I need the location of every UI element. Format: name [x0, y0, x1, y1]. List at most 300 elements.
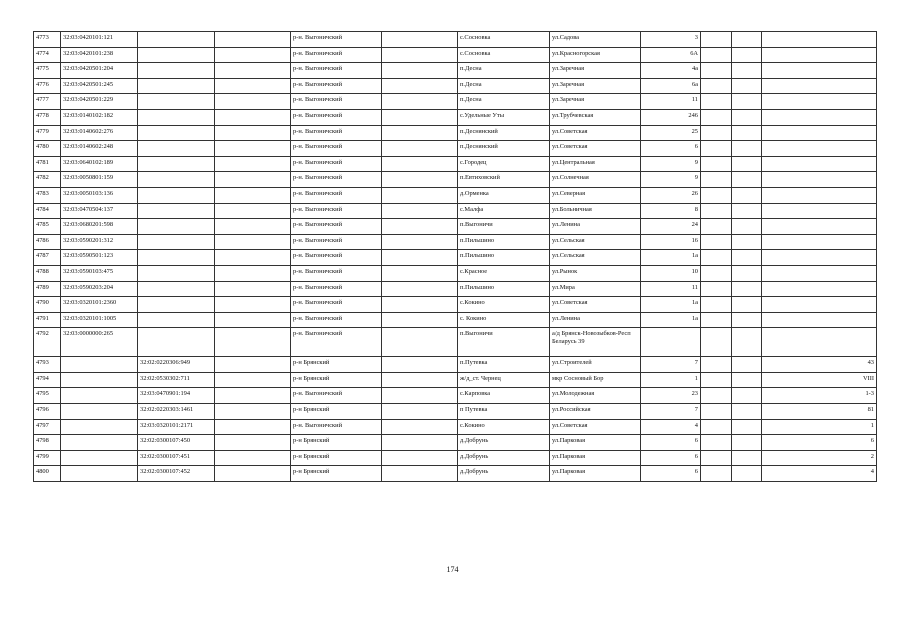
cadastral-number-b-cell	[138, 94, 215, 110]
blank-cell-a	[215, 297, 291, 313]
blank-cell-a	[215, 372, 291, 388]
blank-cell-a	[215, 419, 291, 435]
record-number-cell: 4781	[34, 156, 61, 172]
house-number-cell: 9	[641, 172, 701, 188]
blank-cell-c	[701, 141, 732, 157]
blank-cell-d	[732, 203, 762, 219]
table-row	[34, 172, 877, 188]
house-number-cell: 1	[641, 372, 701, 388]
blank-cell-c	[701, 281, 732, 297]
blank-cell-c	[701, 450, 732, 466]
blank-cell-a	[215, 125, 291, 141]
apartment-cell	[762, 250, 877, 266]
locality-cell: п.Десна	[458, 78, 550, 94]
cadastral-number-a-cell: 32:03:0140602:276	[61, 125, 138, 141]
locality-cell: п.Путевка	[458, 357, 550, 373]
house-number-cell: 6	[641, 141, 701, 157]
district-cell: р-н. Выгоничский	[291, 32, 382, 48]
apartment-cell	[762, 234, 877, 250]
record-number-cell: 4785	[34, 219, 61, 235]
cadastral-number-b-cell: 32:02:0220306:949	[138, 357, 215, 373]
table-row	[34, 388, 877, 404]
cadastral-number-b-cell	[138, 328, 215, 357]
cadastral-number-a-cell: 32:03:0590201:312	[61, 234, 138, 250]
table-row	[34, 404, 877, 420]
table-row	[34, 265, 877, 281]
house-number-cell: 4	[641, 419, 701, 435]
cadastral-number-a-cell: 32:03:0320101:2360	[61, 297, 138, 313]
record-number-cell: 4797	[34, 419, 61, 435]
blank-cell-d	[732, 450, 762, 466]
blank-cell-c	[701, 219, 732, 235]
district-cell: р-н. Выгоничский	[291, 172, 382, 188]
blank-cell-d	[732, 265, 762, 281]
record-number-cell: 4778	[34, 109, 61, 125]
cadastral-number-b-cell	[138, 78, 215, 94]
cadastral-number-b-cell	[138, 63, 215, 79]
district-cell: р-н. Выгоничский	[291, 250, 382, 266]
blank-cell-c	[701, 357, 732, 373]
table-row	[34, 47, 877, 63]
district-cell: р-н. Выгоничский	[291, 109, 382, 125]
cadastral-number-a-cell: 32:03:0590103:475	[61, 265, 138, 281]
blank-cell-c	[701, 328, 732, 357]
district-cell: р-н. Выгоничский	[291, 156, 382, 172]
blank-cell-b	[382, 219, 458, 235]
cadastral-number-a-cell	[61, 466, 138, 482]
cadastral-number-a-cell: 32:03:0000000:265	[61, 328, 138, 357]
blank-cell-b	[382, 187, 458, 203]
district-cell: р-н. Выгоничский	[291, 219, 382, 235]
blank-cell-a	[215, 388, 291, 404]
locality-cell: с.Кокино	[458, 419, 550, 435]
district-cell: р-н. Выгоничский	[291, 125, 382, 141]
street-cell: ул.Заречная	[550, 63, 641, 79]
blank-cell-c	[701, 404, 732, 420]
blank-cell-d	[732, 125, 762, 141]
blank-cell-b	[382, 63, 458, 79]
record-number-cell: 4786	[34, 234, 61, 250]
locality-cell: ж/д_ст. Чернец	[458, 372, 550, 388]
district-cell: р-н Брянский	[291, 435, 382, 451]
record-number-cell: 4787	[34, 250, 61, 266]
table-row	[34, 372, 877, 388]
house-number-cell: 10	[641, 265, 701, 281]
blank-cell-d	[732, 219, 762, 235]
district-cell: р-н. Выгоничский	[291, 63, 382, 79]
locality-cell: д.Орменка	[458, 187, 550, 203]
house-number-cell: 7	[641, 357, 701, 373]
table-row	[34, 219, 877, 235]
table-row	[34, 234, 877, 250]
blank-cell-c	[701, 419, 732, 435]
blank-cell-c	[701, 109, 732, 125]
cadastral-number-a-cell	[61, 435, 138, 451]
record-number-cell: 4798	[34, 435, 61, 451]
district-cell: р-н. Выгоничский	[291, 419, 382, 435]
blank-cell-a	[215, 466, 291, 482]
apartment-cell	[762, 312, 877, 328]
district-cell: р-н Брянский	[291, 466, 382, 482]
cadastral-number-a-cell	[61, 404, 138, 420]
house-number-cell: 4а	[641, 63, 701, 79]
apartment-cell: VIII	[762, 372, 877, 388]
blank-cell-a	[215, 234, 291, 250]
blank-cell-b	[382, 109, 458, 125]
blank-cell-c	[701, 78, 732, 94]
blank-cell-c	[701, 250, 732, 266]
record-number-cell: 4795	[34, 388, 61, 404]
house-number-cell: 9	[641, 156, 701, 172]
cadastral-number-a-cell: 32:03:0320101:1005	[61, 312, 138, 328]
blank-cell-b	[382, 312, 458, 328]
blank-cell-a	[215, 78, 291, 94]
apartment-cell	[762, 63, 877, 79]
blank-cell-c	[701, 466, 732, 482]
locality-cell: с.Кокино	[458, 297, 550, 313]
locality-cell: п.Пильшино	[458, 234, 550, 250]
record-number-cell: 4799	[34, 450, 61, 466]
table-row	[34, 109, 877, 125]
cadastral-number-a-cell: 32:03:0640102:189	[61, 156, 138, 172]
blank-cell-d	[732, 172, 762, 188]
blank-cell-d	[732, 312, 762, 328]
locality-cell: с.Удельные Уты	[458, 109, 550, 125]
house-number-cell: 246	[641, 109, 701, 125]
cadastral-number-a-cell: 32:03:0420501:229	[61, 94, 138, 110]
table-row	[34, 281, 877, 297]
locality-cell: п.Выгоничи	[458, 328, 550, 357]
blank-cell-d	[732, 47, 762, 63]
registry-sheet	[33, 31, 876, 482]
apartment-cell	[762, 141, 877, 157]
blank-cell-d	[732, 297, 762, 313]
house-number-cell: 16	[641, 234, 701, 250]
apartment-cell	[762, 219, 877, 235]
record-number-cell: 4773	[34, 32, 61, 48]
blank-cell-a	[215, 219, 291, 235]
cadastral-number-b-cell	[138, 265, 215, 281]
cadastral-number-a-cell	[61, 419, 138, 435]
locality-cell: п.Деснянский	[458, 125, 550, 141]
table-row	[34, 94, 877, 110]
cadastral-number-a-cell: 32:03:0420101:121	[61, 32, 138, 48]
table-body	[34, 32, 877, 482]
property-registry-table	[33, 31, 877, 482]
street-cell: ул.Мира	[550, 281, 641, 297]
street-cell: ул.Сельская	[550, 234, 641, 250]
street-cell: ул.Заречная	[550, 94, 641, 110]
locality-cell: с.Карповка	[458, 388, 550, 404]
blank-cell-d	[732, 328, 762, 357]
district-cell: р-н. Выгоничский	[291, 234, 382, 250]
cadastral-number-a-cell: 32:03:0050801:159	[61, 172, 138, 188]
street-cell: ул.Ленина	[550, 219, 641, 235]
blank-cell-c	[701, 265, 732, 281]
table-row	[34, 250, 877, 266]
street-cell: ул.Ленина	[550, 312, 641, 328]
locality-cell: с.Сосновка	[458, 47, 550, 63]
blank-cell-d	[732, 78, 762, 94]
blank-cell-b	[382, 450, 458, 466]
apartment-cell	[762, 265, 877, 281]
cadastral-number-b-cell: 32:02:0220303:1461	[138, 404, 215, 420]
house-number-cell: 3	[641, 32, 701, 48]
record-number-cell: 4782	[34, 172, 61, 188]
apartment-cell	[762, 328, 877, 357]
house-number-cell: 6	[641, 466, 701, 482]
street-cell: ул.Заречная	[550, 78, 641, 94]
blank-cell-d	[732, 281, 762, 297]
blank-cell-c	[701, 388, 732, 404]
record-number-cell: 4790	[34, 297, 61, 313]
apartment-cell: 4	[762, 466, 877, 482]
cadastral-number-b-cell: 32:02:0530302:711	[138, 372, 215, 388]
blank-cell-b	[382, 265, 458, 281]
street-cell: ул.Российская	[550, 404, 641, 420]
blank-cell-a	[215, 250, 291, 266]
blank-cell-a	[215, 63, 291, 79]
house-number-cell: 6а	[641, 78, 701, 94]
record-number-cell: 4777	[34, 94, 61, 110]
blank-cell-a	[215, 203, 291, 219]
blank-cell-d	[732, 63, 762, 79]
district-cell: р-н Брянский	[291, 372, 382, 388]
locality-cell: п.Десна	[458, 94, 550, 110]
house-number-cell: 26	[641, 187, 701, 203]
page-number: 174	[446, 565, 459, 574]
locality-cell: п.Пильшино	[458, 281, 550, 297]
district-cell: р-н Брянский	[291, 450, 382, 466]
apartment-cell	[762, 78, 877, 94]
house-number-cell: 24	[641, 219, 701, 235]
house-number-cell: 6	[641, 450, 701, 466]
table-row	[34, 156, 877, 172]
record-number-cell: 4800	[34, 466, 61, 482]
blank-cell-b	[382, 281, 458, 297]
street-cell: ул.Парковая	[550, 466, 641, 482]
street-cell: ул.Больничная	[550, 203, 641, 219]
blank-cell-a	[215, 312, 291, 328]
record-number-cell: 4791	[34, 312, 61, 328]
cadastral-number-b-cell	[138, 219, 215, 235]
blank-cell-d	[732, 419, 762, 435]
blank-cell-a	[215, 357, 291, 373]
cadastral-number-a-cell: 32:03:0680201:598	[61, 219, 138, 235]
cadastral-number-b-cell	[138, 203, 215, 219]
street-cell: ул.Советская	[550, 419, 641, 435]
blank-cell-c	[701, 372, 732, 388]
cadastral-number-a-cell: 32:03:0420501:204	[61, 63, 138, 79]
record-number-cell: 4794	[34, 372, 61, 388]
street-cell: ул.Трубчевская	[550, 109, 641, 125]
district-cell: р-н. Выгоничский	[291, 78, 382, 94]
cadastral-number-b-cell	[138, 141, 215, 157]
cadastral-number-b-cell	[138, 187, 215, 203]
table-row	[34, 187, 877, 203]
blank-cell-a	[215, 156, 291, 172]
record-number-cell: 4784	[34, 203, 61, 219]
cadastral-number-a-cell: 32:03:0590501:123	[61, 250, 138, 266]
blank-cell-c	[701, 47, 732, 63]
street-cell: а/д Брянск-Новозыбков-Респ Беларусь 39	[550, 328, 641, 357]
street-cell: ул.Рынок	[550, 265, 641, 281]
district-cell: р-н. Выгоничский	[291, 141, 382, 157]
cadastral-number-b-cell: 32:03:0470901:194	[138, 388, 215, 404]
cadastral-number-a-cell: 32:03:0140102:182	[61, 109, 138, 125]
blank-cell-c	[701, 32, 732, 48]
blank-cell-b	[382, 156, 458, 172]
district-cell: р-н. Выгоничский	[291, 328, 382, 357]
blank-cell-c	[701, 156, 732, 172]
blank-cell-d	[732, 141, 762, 157]
cadastral-number-b-cell	[138, 125, 215, 141]
blank-cell-b	[382, 466, 458, 482]
street-cell: ул.Советская	[550, 141, 641, 157]
apartment-cell	[762, 109, 877, 125]
cadastral-number-a-cell: 32:03:0420101:238	[61, 47, 138, 63]
blank-cell-d	[732, 466, 762, 482]
street-cell: ул.Молодежная	[550, 388, 641, 404]
cadastral-number-a-cell	[61, 450, 138, 466]
blank-cell-a	[215, 328, 291, 357]
cadastral-number-b-cell: 32:03:0320101:2171	[138, 419, 215, 435]
table-row	[34, 466, 877, 482]
house-number-cell: 1а	[641, 312, 701, 328]
district-cell: р-н. Выгоничский	[291, 187, 382, 203]
blank-cell-b	[382, 203, 458, 219]
cadastral-number-b-cell	[138, 297, 215, 313]
blank-cell-c	[701, 234, 732, 250]
blank-cell-c	[701, 187, 732, 203]
blank-cell-d	[732, 109, 762, 125]
apartment-cell: 81	[762, 404, 877, 420]
cadastral-number-a-cell	[61, 388, 138, 404]
blank-cell-c	[701, 63, 732, 79]
table-row	[34, 141, 877, 157]
district-cell: р-н. Выгоничский	[291, 281, 382, 297]
blank-cell-b	[382, 419, 458, 435]
blank-cell-b	[382, 404, 458, 420]
house-number-cell: 1а	[641, 250, 701, 266]
cadastral-number-a-cell	[61, 372, 138, 388]
apartment-cell	[762, 125, 877, 141]
table-row	[34, 78, 877, 94]
record-number-cell: 4789	[34, 281, 61, 297]
street-cell: ул.Советская	[550, 125, 641, 141]
street-cell: ул.Северная	[550, 187, 641, 203]
district-cell: р-н. Выгоничский	[291, 203, 382, 219]
cadastral-number-a-cell: 32:03:0420501:245	[61, 78, 138, 94]
district-cell: р-н. Выгоничский	[291, 47, 382, 63]
locality-cell: д.Добрунь	[458, 450, 550, 466]
street-cell: ул.Красногорская	[550, 47, 641, 63]
apartment-cell: 1-3	[762, 388, 877, 404]
cadastral-number-a-cell	[61, 357, 138, 373]
record-number-cell: 4774	[34, 47, 61, 63]
house-number-cell: 6А	[641, 47, 701, 63]
blank-cell-b	[382, 32, 458, 48]
cadastral-number-a-cell: 32:03:0470504:137	[61, 203, 138, 219]
blank-cell-c	[701, 94, 732, 110]
house-number-cell: 6	[641, 435, 701, 451]
table-row	[34, 297, 877, 313]
blank-cell-b	[382, 388, 458, 404]
district-cell: р-н. Выгоничский	[291, 312, 382, 328]
house-number-cell: 11	[641, 94, 701, 110]
table-row	[34, 125, 877, 141]
blank-cell-d	[732, 187, 762, 203]
blank-cell-c	[701, 297, 732, 313]
blank-cell-d	[732, 388, 762, 404]
blank-cell-b	[382, 372, 458, 388]
blank-cell-b	[382, 78, 458, 94]
cadastral-number-b-cell	[138, 156, 215, 172]
street-cell: ул.Советская	[550, 297, 641, 313]
blank-cell-b	[382, 357, 458, 373]
table-row	[34, 450, 877, 466]
blank-cell-b	[382, 125, 458, 141]
locality-cell: п.Евтиховский	[458, 172, 550, 188]
table-row	[34, 312, 877, 328]
table-row	[34, 328, 877, 357]
blank-cell-b	[382, 172, 458, 188]
locality-cell: д.Добрунь	[458, 435, 550, 451]
house-number-cell: 8	[641, 203, 701, 219]
cadastral-number-b-cell	[138, 109, 215, 125]
district-cell: р-н. Выгоничский	[291, 265, 382, 281]
locality-cell: с.Городец	[458, 156, 550, 172]
house-number-cell: 23	[641, 388, 701, 404]
blank-cell-b	[382, 47, 458, 63]
apartment-cell	[762, 187, 877, 203]
cadastral-number-b-cell	[138, 281, 215, 297]
locality-cell: п.Выгоничи	[458, 219, 550, 235]
record-number-cell: 4783	[34, 187, 61, 203]
district-cell: р-н. Выгоничский	[291, 94, 382, 110]
table-row	[34, 357, 877, 373]
blank-cell-b	[382, 328, 458, 357]
locality-cell: с.Малфа	[458, 203, 550, 219]
blank-cell-a	[215, 141, 291, 157]
blank-cell-b	[382, 234, 458, 250]
locality-cell: п.Пильшино	[458, 250, 550, 266]
record-number-cell: 4792	[34, 328, 61, 357]
house-number-cell: 1а	[641, 297, 701, 313]
blank-cell-d	[732, 94, 762, 110]
locality-cell: с.Сосновка	[458, 32, 550, 48]
locality-cell: п.Десна	[458, 63, 550, 79]
blank-cell-c	[701, 125, 732, 141]
apartment-cell	[762, 297, 877, 313]
table-row	[34, 435, 877, 451]
street-cell: ул.Парковая	[550, 435, 641, 451]
house-number-cell	[641, 328, 701, 357]
table-row	[34, 203, 877, 219]
blank-cell-a	[215, 47, 291, 63]
house-number-cell: 7	[641, 404, 701, 420]
record-number-cell: 4780	[34, 141, 61, 157]
cadastral-number-b-cell: 32:02:0300107:450	[138, 435, 215, 451]
district-cell: р-н. Выгоничский	[291, 388, 382, 404]
blank-cell-b	[382, 94, 458, 110]
blank-cell-a	[215, 32, 291, 48]
district-cell: р-н Брянский	[291, 404, 382, 420]
district-cell: р-н. Выгоничский	[291, 297, 382, 313]
apartment-cell	[762, 172, 877, 188]
blank-cell-d	[732, 156, 762, 172]
blank-cell-b	[382, 141, 458, 157]
